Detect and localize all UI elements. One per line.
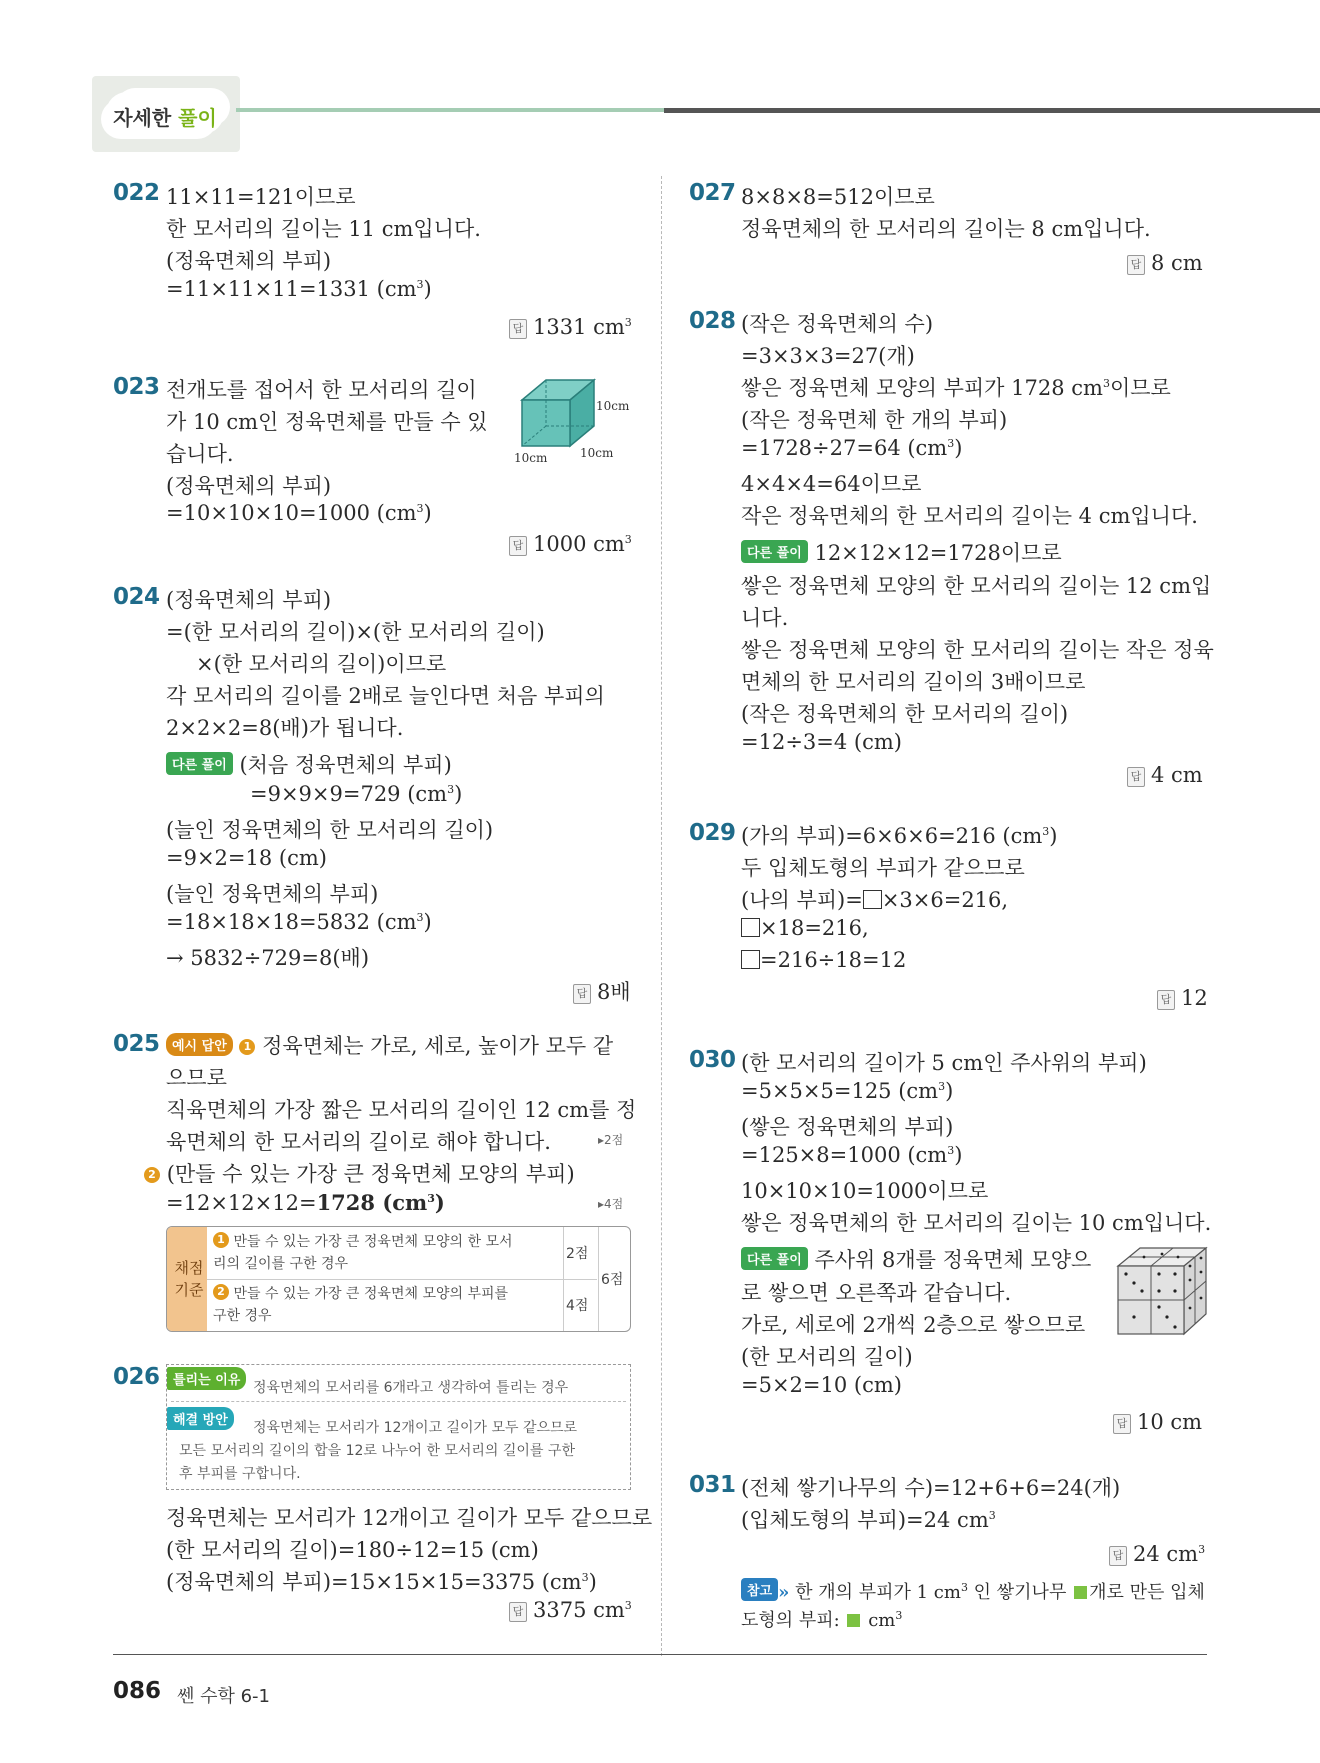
text-line: =(한 모서리의 길이)×(한 모서리의 길이) (166, 620, 545, 644)
text-line: =5×5×5=125 $(cm^3)$ (741, 1079, 954, 1103)
text-line: 쌓은 정육면체 모양의 한 모서리의 길이는 작은 정육 (741, 638, 1214, 662)
text-line: ×(한 모서리의 길이)이므로 (196, 652, 447, 676)
reference-badge: 참고 (741, 1578, 778, 1601)
text-line: 8×8×8=512이므로 (741, 185, 935, 209)
text-line: 다른 풀이 12×12×12=1728이므로 (741, 537, 1062, 567)
problem-number-026: 026 (113, 1364, 160, 1390)
edge-label: 10cm (580, 446, 614, 460)
problem-number-024: 024 (113, 584, 160, 610)
blank-box (863, 890, 882, 909)
text-line: 한 모서리의 길이는 11 cm입니다. (166, 217, 481, 241)
text-line: =1728÷27=64 $(cm^3)$ (741, 436, 963, 460)
answer-026: 답 3375 $cm^3$ (509, 1598, 632, 1622)
text-line: (쌓은 정육면체의 부피) (741, 1115, 954, 1139)
text-line: =10×10×10=1000 $(cm^3)$ (166, 501, 432, 525)
text-line: 정육면체의 한 모서리의 길이는 8 cm입니다. (741, 217, 1151, 241)
problem-number-023: 023 (113, 374, 160, 400)
mistake-badge: 틀리는 이유 (167, 1367, 246, 1390)
answer-023: 답 1000 $cm^3$ (509, 532, 632, 556)
grading-row: 2 만들 수 있는 가장 큰 정육면체 모양의 부피를 구한 경우 (213, 1285, 509, 1324)
text-line: 다른 풀이 주사위 8개를 정육면체 모양으 (741, 1244, 1091, 1274)
text-line: 11×11=121이므로 (166, 185, 356, 209)
text-line: (나의 부피)= ×3×6=216, (741, 888, 1009, 912)
score-2: ▸2점 (598, 1133, 624, 1147)
text-line: 으므로 (166, 1066, 227, 1090)
solution-tip-badge: 해결 방안 (167, 1407, 234, 1430)
text-line: 습니다. (166, 442, 234, 466)
problem-number-030: 030 (689, 1047, 736, 1073)
answer-031: 답 24 $cm^3$ (1109, 1542, 1205, 1566)
edge-label: 10cm (596, 399, 630, 413)
text-line: 2×2×2=8(배)가 됩니다. (166, 716, 404, 740)
text-line: (전체 쌓기나무의 수)=12+6+6=24(개) (741, 1476, 1121, 1500)
green-square (1074, 1586, 1087, 1599)
header-line-green (236, 108, 664, 112)
text-line: → 5832÷729=8(배) (166, 946, 370, 970)
text-line: (작은 정육면체 한 개의 부피) (741, 408, 1008, 432)
problem-number-029: 029 (689, 820, 736, 846)
points-cell: 4점 (566, 1298, 589, 1314)
answer-028: 답 4 cm (1127, 763, 1203, 787)
grading-table (166, 1226, 631, 1332)
text-line: 작은 정육면체의 한 모서리의 길이는 4 cm입니다. (741, 504, 1198, 528)
problem-number-028: 028 (689, 308, 736, 334)
text-line: (정육면체의 부피)=15×15×15=3375 $(cm^3)$ (166, 1570, 597, 1594)
text-line: 예시 답안 1 정육면체는 가로, 세로, 높이가 모두 같 (166, 1030, 613, 1060)
text-line: 두 입체도형의 부피가 같으므로 (741, 856, 1025, 880)
header-title: 자세한 풀이 (113, 106, 217, 130)
page-number: 086 (113, 1678, 162, 1704)
blank-box (741, 918, 760, 937)
answer-022: 답 1331 $cm^3$ (509, 315, 632, 339)
text-line: (정육면체의 부피) (166, 474, 332, 498)
text-line: =11×11×11=1331 $(cm^3)$ (166, 277, 432, 301)
text-line: =5×2=10 (cm) (741, 1373, 902, 1397)
text-line: 다른 풀이 (처음 정육면체의 부피) (166, 749, 452, 779)
text-line: 2 (만들 수 있는 가장 큰 정육면체 모양의 부피) (144, 1158, 575, 1188)
text-line: =12÷3=4 (cm) (741, 730, 902, 754)
text-line: 후 부피를 구합니다. (179, 1466, 301, 1482)
text-line: =3×3×3=27(개) (741, 344, 915, 368)
text-line: (작은 정육면체의 수) (741, 312, 934, 336)
example-answer-badge: 예시 답안 (166, 1033, 233, 1056)
text-line: 쌓은 정육면체 모양의 한 모서리의 길이는 12 cm입 (741, 574, 1212, 598)
text-line: 모든 모서리의 길이의 합을 12로 나누어 한 모서리의 길이를 구한 (179, 1443, 575, 1459)
text-line: (한 모서리의 길이)=180÷12=15 (cm) (166, 1538, 539, 1562)
header-line-gray (664, 108, 1320, 113)
dice-stack-figure (1114, 1244, 1210, 1340)
bottom-rule (113, 1654, 1207, 1655)
text-line: 전개도를 접어서 한 모서리의 길이 (166, 378, 477, 402)
text-line: 로 쌓으면 오른쪽과 같습니다. (741, 1281, 1012, 1305)
text-line: (작은 정육면체의 한 모서리의 길이) (741, 702, 1069, 726)
cube-figure (512, 374, 632, 464)
text-line: 각 모서리의 길이를 2배로 늘인다면 처음 부피의 (166, 684, 605, 708)
text-line: =9×9×9=729 $(cm^3)$ (250, 782, 463, 806)
text-line: =216÷18=12 (741, 948, 906, 972)
reference-note: 도형의 부피: $cm^3$ (741, 1609, 903, 1631)
text-line: 정육면체는 모서리가 12개이고 길이가 모두 같으므로 (253, 1420, 578, 1436)
score-4: ▸4점 (598, 1197, 624, 1211)
text-line: (늘인 정육면체의 부피) (166, 882, 379, 906)
answer-024: 답 8배 (573, 976, 631, 1006)
text-line: (늘인 정육면체의 한 모서리의 길이) (166, 818, 494, 842)
text-line: 육면체의 한 모서리의 길이로 해야 합니다. (166, 1130, 551, 1154)
blank-box (741, 950, 760, 969)
points-cell: 2점 (566, 1246, 589, 1262)
text-line: =9×2=18 (cm) (166, 846, 327, 870)
text-line: 4×4×4=64이므로 (741, 472, 922, 496)
text-line: (한 모서리의 길이) (741, 1345, 913, 1369)
header-cloud (92, 76, 240, 152)
alt-solution-badge: 다른 풀이 (166, 752, 233, 775)
answer-027: 답 8 cm (1127, 251, 1203, 275)
text-line: 가 10 cm인 정육면체를 만들 수 있 (166, 410, 488, 434)
text-line: 직육면체의 가장 짧은 모서리의 길이인 12 cm를 정 (166, 1098, 637, 1122)
column-divider (661, 176, 662, 1656)
problem-number-025: 025 (113, 1031, 160, 1057)
text-line: =12×12×12=1728 $(cm^3)$ (166, 1190, 445, 1215)
text-line: 가로, 세로에 2개씩 2층으로 쌓으므로 (741, 1313, 1086, 1337)
text-line: 니다. (741, 606, 789, 630)
text-line: (가의 부피)=6×6×6=216 $(cm^3)$ (741, 824, 1058, 848)
reference-note: 참고 » 한 개의 부피가 1 $cm^3$ 인 쌓기나무 개로 만든 입체 (741, 1578, 1205, 1604)
answer-029: 답 12 (1157, 986, 1208, 1010)
text-line: ×18=216, (741, 916, 869, 940)
problem-number-022: 022 (113, 180, 160, 206)
problem-number-027: 027 (689, 180, 736, 206)
text-line: =125×8=1000 $(cm^3)$ (741, 1143, 963, 1167)
error-box (166, 1364, 631, 1490)
alt-solution-badge: 다른 풀이 (741, 540, 808, 563)
text-line: 정육면체의 모서리를 6개라고 생각하여 틀리는 경우 (253, 1380, 569, 1396)
text-line: 10×10×10=1000이므로 (741, 1179, 989, 1203)
text-line: (한 모서리의 길이가 5 cm인 주사위의 부피) (741, 1051, 1147, 1075)
text-line: 면체의 한 모서리의 길이의 3배이므로 (741, 670, 1086, 694)
book-title: 쎈 수학 6-1 (177, 1686, 271, 1707)
text-line: =18×18×18=5832 $(cm^3)$ (166, 910, 432, 934)
green-square (847, 1614, 860, 1627)
alt-solution-badge: 다른 풀이 (741, 1247, 808, 1270)
edge-label: 10cm (514, 451, 548, 464)
text-line: 쌓은 정육면체의 한 모서리의 길이는 10 cm입니다. (741, 1211, 1212, 1235)
text-line: 정육면체는 모서리가 12개이고 길이가 모두 같으므로 (166, 1506, 653, 1530)
text-line: 쌓은 정육면체 모양의 부피가 1728 $cm^3$이므로 (741, 376, 1171, 400)
problem-number-031: 031 (689, 1472, 736, 1498)
text-line: (정육면체의 부피) (166, 249, 332, 273)
text-line: (입체도형의 부피)=24 $cm^3$ (741, 1508, 996, 1532)
grading-header: 채점 기준 (167, 1227, 207, 1331)
answer-030: 답 10 cm (1113, 1410, 1202, 1434)
grading-row: 1 만들 수 있는 가장 큰 정육면체 모양의 한 모서 리의 길이를 구한 경우 (207, 1227, 563, 1280)
total-points: 6점 (601, 1272, 624, 1288)
text-line: (정육면체의 부피) (166, 588, 332, 612)
